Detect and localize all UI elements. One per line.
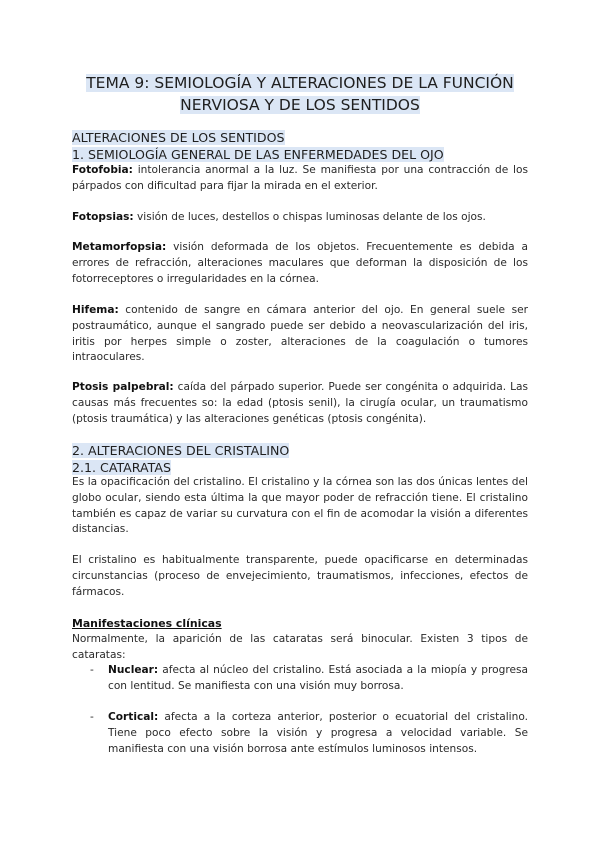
term-label: Fotopsias: — [72, 211, 134, 223]
section-heading-2: 2. ALTERACIONES DEL CRISTALINO — [72, 443, 290, 458]
section-heading-alteraciones: ALTERACIONES DE LOS SENTIDOS — [72, 130, 285, 145]
term-text: intolerancia anormal a la luz. Se manifiesta por una contracción de los párpados con dificultad para fijar la mirada en el exterior. — [72, 164, 528, 192]
list-dash: - — [90, 711, 94, 723]
list-item-nuclear — [90, 663, 528, 695]
list-item-cortical — [90, 710, 528, 757]
term-paragraph-ptosis — [72, 380, 528, 427]
term-label: Hifema: — [72, 304, 119, 316]
title-line-2: NERVIOSA Y DE LOS SENTIDOS — [180, 96, 420, 114]
term-text: contenido de sangre en cámara anterior del ojo. En general suele ser postraumático, aunque el sangrado puede ser debido a neovascularización del iris, iritis por herpes simple o zoster, alteraciones de la coagulación o tumores intraoculares. — [72, 304, 528, 364]
section-heading-2-1: 2.1. CATARATAS — [72, 460, 171, 475]
section-heading-1: 1. SEMIOLOGÍA GENERAL DE LAS ENFERMEDADES DEL OJO — [72, 147, 444, 162]
term-label: Fotofobia: — [72, 164, 133, 176]
manifestaciones-intro: Normalmente, la aparición de las cataratas será binocular. Existen 3 tipos de cataratas: — [72, 633, 528, 661]
term-label: Metamorfopsia: — [72, 241, 167, 253]
term-label: Ptosis palpebral: — [72, 381, 174, 393]
term-text: visión deformada de los objetos. Frecuentemente es debida a errores de refracción, alteraciones maculares que deforman la disposición de los fotorreceptores o irregularidades en la córnea. — [72, 241, 528, 285]
cataratas-paragraph-2: El cristalino es habitualmente transparente, puede opacificarse en determinadas circunstancias (proceso de envejecimiento, traumatismos, infecciones, efectos de fármacos. — [72, 554, 528, 598]
term-paragraph-fotopsias — [72, 210, 528, 226]
cataratas-paragraph-1: Es la opacificación del cristalino. El cristalino y la córnea son las dos únicas lentes del globo ocular, siendo esta última la que mayor poder de refracción tiene. El cristalino también es capaz de variar su curvatura con el fin de acomodar la visión a diferentes distancias. — [72, 476, 528, 536]
term-text: afecta al núcleo del cristalino. Está asociada a la miopía y progresa con lentitud. Se manifiesta con una visión muy borrosa. — [108, 664, 528, 692]
term-text: visión de luces, destellos o chispas luminosas delante de los ojos. — [133, 211, 486, 223]
manifestaciones-heading: Manifestaciones clínicas — [72, 617, 222, 630]
term-paragraph-fotofobia — [72, 163, 528, 195]
term-paragraph-metamorfopsia — [72, 240, 528, 287]
term-text: caída del párpado superior. Puede ser congénita o adquirida. Las causas más frecuentes so: la edad (ptosis senil), la cirugía ocular, un traumatismo (ptosis traumática) y las alteraciones genéticas (ptosis congénita). — [72, 381, 528, 425]
term-paragraph-hifema — [72, 303, 528, 366]
term-label: Nuclear: — [108, 664, 159, 676]
term-label: Cortical: — [108, 711, 159, 723]
document-title — [72, 72, 528, 116]
list-dash: - — [90, 664, 94, 676]
term-text: afecta a la corteza anterior, posterior o ecuatorial del cristalino. Tiene poco efecto sobre la visión y progresa a velocidad variable. Se manifiesta con una visión borrosa ante estímulos luminosos intensos. — [108, 711, 528, 755]
title-line-1: TEMA 9: SEMIOLOGÍA Y ALTERACIONES DE LA FUNCIÓN — [86, 74, 514, 92]
